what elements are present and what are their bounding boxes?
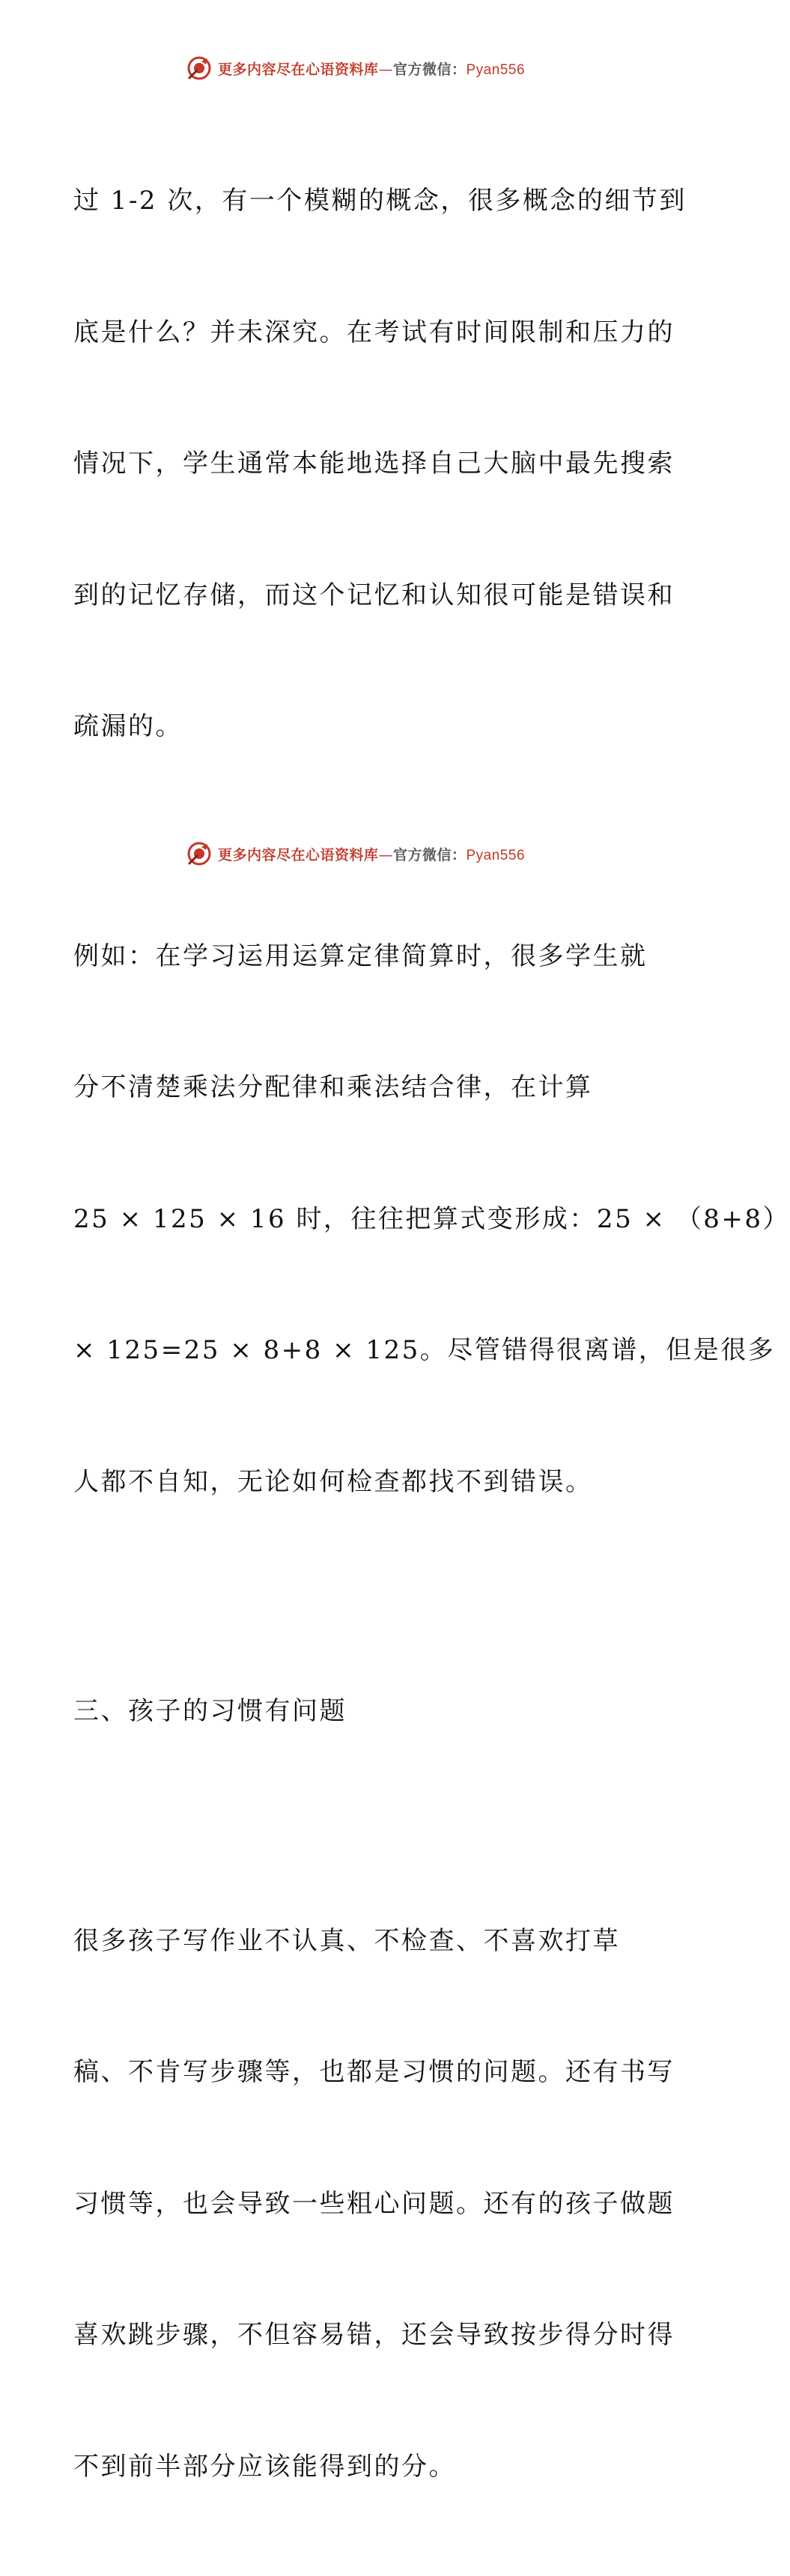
paragraph-1 bbox=[73, 91, 642, 836]
text-line: 例如：在学习运用运算定律简算时，很多学生就 bbox=[73, 935, 642, 979]
paragraph-2 bbox=[73, 847, 642, 1592]
text-line: × 125=25 × 8+8 × 125。尽管错得很离谱，但是很多 bbox=[73, 1328, 642, 1373]
document-body bbox=[73, 91, 642, 2576]
banner-text: 更多内容尽在心语资料库—官方微信：Pyan556 bbox=[218, 844, 525, 864]
text-line: 底是什么？并未深究。在考试有时间限制和压力的 bbox=[73, 311, 642, 355]
text-line: 25 × 125 × 16 时，往往把算式变形成：25 × （8+8） bbox=[73, 1197, 642, 1242]
header-banner bbox=[0, 53, 711, 83]
text-line: 不到前半部分应该能得到的分。 bbox=[73, 2445, 642, 2489]
text-line: 很多孩子写作业不认真、不检查、不喜欢打草 bbox=[73, 1919, 642, 1963]
logo-icon bbox=[186, 841, 212, 866]
text-line: 分不清楚乘法分配律和乘法结合律，在计算 bbox=[73, 1066, 642, 1110]
text-line: 人都不自知，无论如何检查都找不到错误。 bbox=[73, 1460, 642, 1504]
section-heading bbox=[73, 1602, 642, 1821]
text-line: 喜欢跳步骤，不但容易错，还会导致按步得分时得 bbox=[73, 2313, 642, 2357]
text-line: 到的记忆存储，而这个记忆和认知很可能是错误和 bbox=[73, 574, 642, 618]
footer-banner bbox=[0, 839, 711, 869]
text-line: 疏漏的。 bbox=[73, 705, 642, 749]
paragraph-3 bbox=[73, 1832, 642, 2576]
logo-icon bbox=[186, 55, 212, 81]
text-line: 过 1-2 次，有一个模糊的概念，很多概念的细节到 bbox=[73, 179, 642, 223]
text-line: 情况下，学生通常本能地选择自己大脑中最先搜索 bbox=[73, 442, 642, 486]
heading-line: 三、孩子的习惯有问题 bbox=[73, 1689, 642, 1734]
text-line: 习惯等，也会导致一些粗心问题。还有的孩子做题 bbox=[73, 2182, 642, 2226]
banner-text: 更多内容尽在心语资料库—官方微信：Pyan556 bbox=[218, 58, 525, 79]
text-line: 稿、不肯写步骤等，也都是习惯的问题。还有书写 bbox=[73, 2050, 642, 2094]
